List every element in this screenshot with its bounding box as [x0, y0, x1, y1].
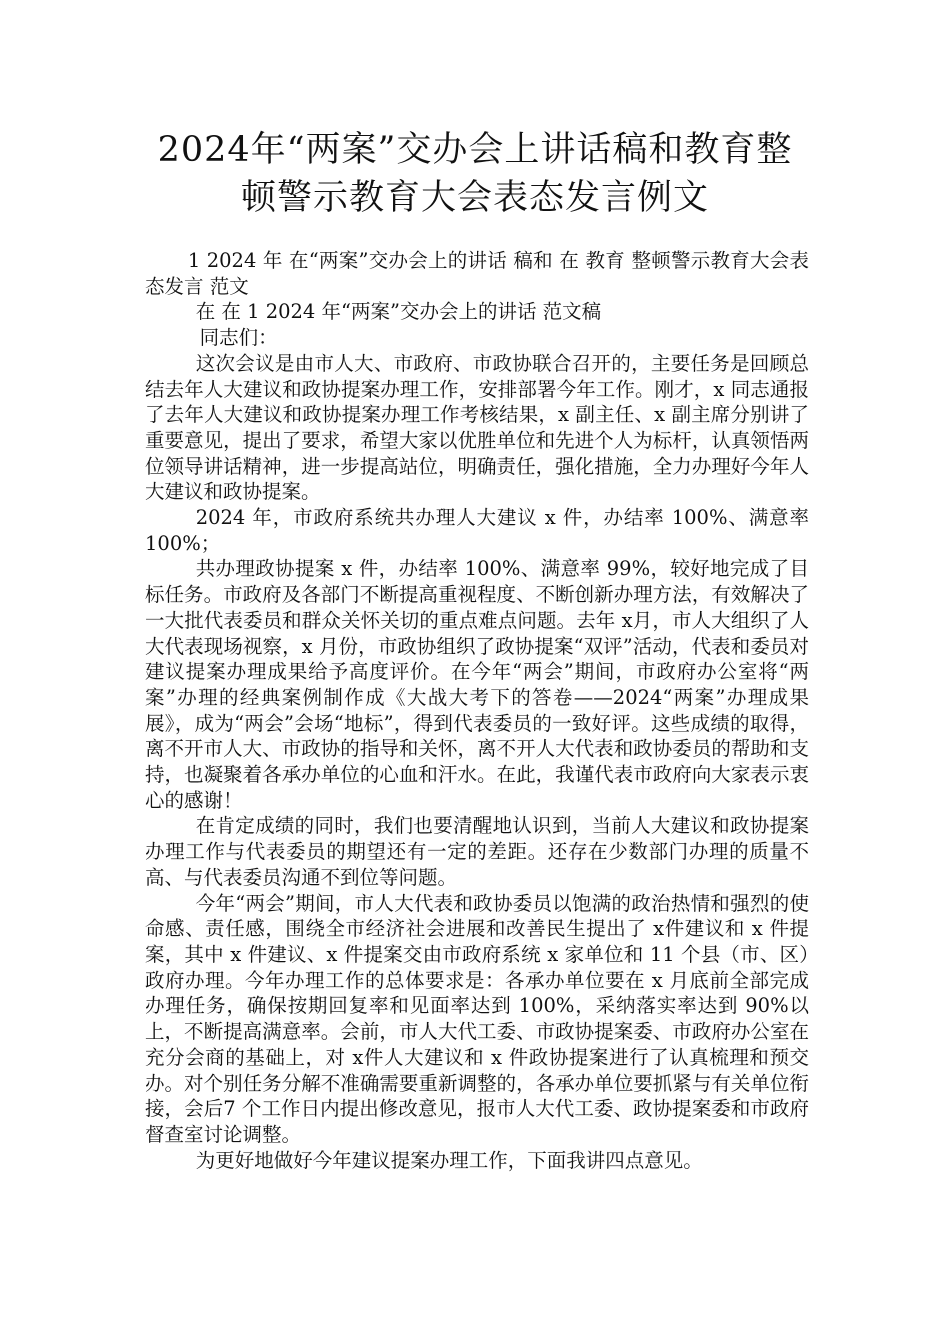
paragraph: 共办理政协提案 x 件，办结率 100%、满意率 99%，较好地完成了目标任务。市政府及各部门不断提高重视程度、不断创新办理方法，有效解决了一大批代表委员和群众关怀关切的重点难点问题。去年 x月，市人大组织了人大代表现场视察，x 月份，市政协组织了政协提案“双评”活动，代表和委员对建议提案办理成果给予高度评价。在今年“两会”期间，市政府办公室将“两案”办理的经典案例制作成《大战大考下的答卷——2024“两案”办理成果展》，成为“两会”会场“地标”，得到代表委员的一致好评。这些成绩的取得，离不开市人大、市政协的指导和关怀，离不开人大代表和政协委员的帮助和支持，也凝聚着各承办单位的心血和汗水。在此，我谨代表市政府向大家表示衷心的感谢！ [145, 557, 809, 812]
title-line-2: 顿警示教育大会表态发言例文 [240, 178, 709, 218]
paragraph: 在肯定成绩的同时，我们也要清醒地认识到，当前人大建议和政协提案办理工作与代表委员的期望还有一定的差距。还存在少数部门办理的质量不高、与代表委员沟通不到位等问题。 [145, 814, 809, 889]
paragraph: 2024 年，市政府系统共办理人大建议 x 件，办结率 100%、满意率 100%； [145, 506, 809, 555]
document-body [145, 248, 809, 1173]
paragraph: 为更好地做好今年建议提案办理工作，下面我讲四点意见。 [195, 1148, 703, 1172]
paragraph-heading: 1 2024 年 在“两案”交办会上的讲话 稿和 在 教育 整顿警示教育大会表态发言 范文 [145, 249, 809, 298]
paragraph: 今年“两会”期间，市人大代表和政协委员以饱满的政治热情和强烈的使命感、责任感，围绕全市经济社会进展和改善民生提出了 x件建议和 x 件提案，其中 x 件建议、x 件提案交由市政府系统 x 家单位和 11 个县（市、区）政府办理。今年办理工作的总体要求是：各承办单位要在 x 月底前全部完成办理任务，确保按期回复率和见面率达到 100%，采纳落实率达到 90%以上，不断提高满意率。会前，市人大代工委、市政协提案委、市政府办公室在充分会商的基础上，对 x件人大建议和 x 件政协提案进行了认真梳理和预交办。对个别任务分解不准确需要重新调整的，各承办单位要抓紧与有关单位衔接，会后7 个工作日内提出修改意见，报市人大代工委、政协提案委和市政府督查室讨论调整。 [145, 891, 809, 1146]
paragraph: 这次会议是由市人大、市政府、市政协联合召开的，主要任务是回顾总结去年人大建议和政协提案办理工作，安排部署今年工作。刚才，x 同志通报了去年人大建议和政协提案办理工作考核结果，x 副主任、x 副主席分别讲了重要意见，提出了要求，希望大家以优胜单位和先进个人为标杆，认真领悟两位领导讲话精神，进一步提高站位，明确责任，强化措施，全力办理好今年人大建议和政协提案。 [145, 351, 809, 504]
title-line-1: 2024年“两案”交办会上讲话稿和教育整 [157, 130, 793, 170]
paragraph-salutation: 同志们： [199, 326, 278, 350]
document-title [120, 126, 830, 222]
paragraph-subheading: 在 在 1 2024 年“两案”交办会上的讲话 范文稿 [195, 300, 602, 324]
